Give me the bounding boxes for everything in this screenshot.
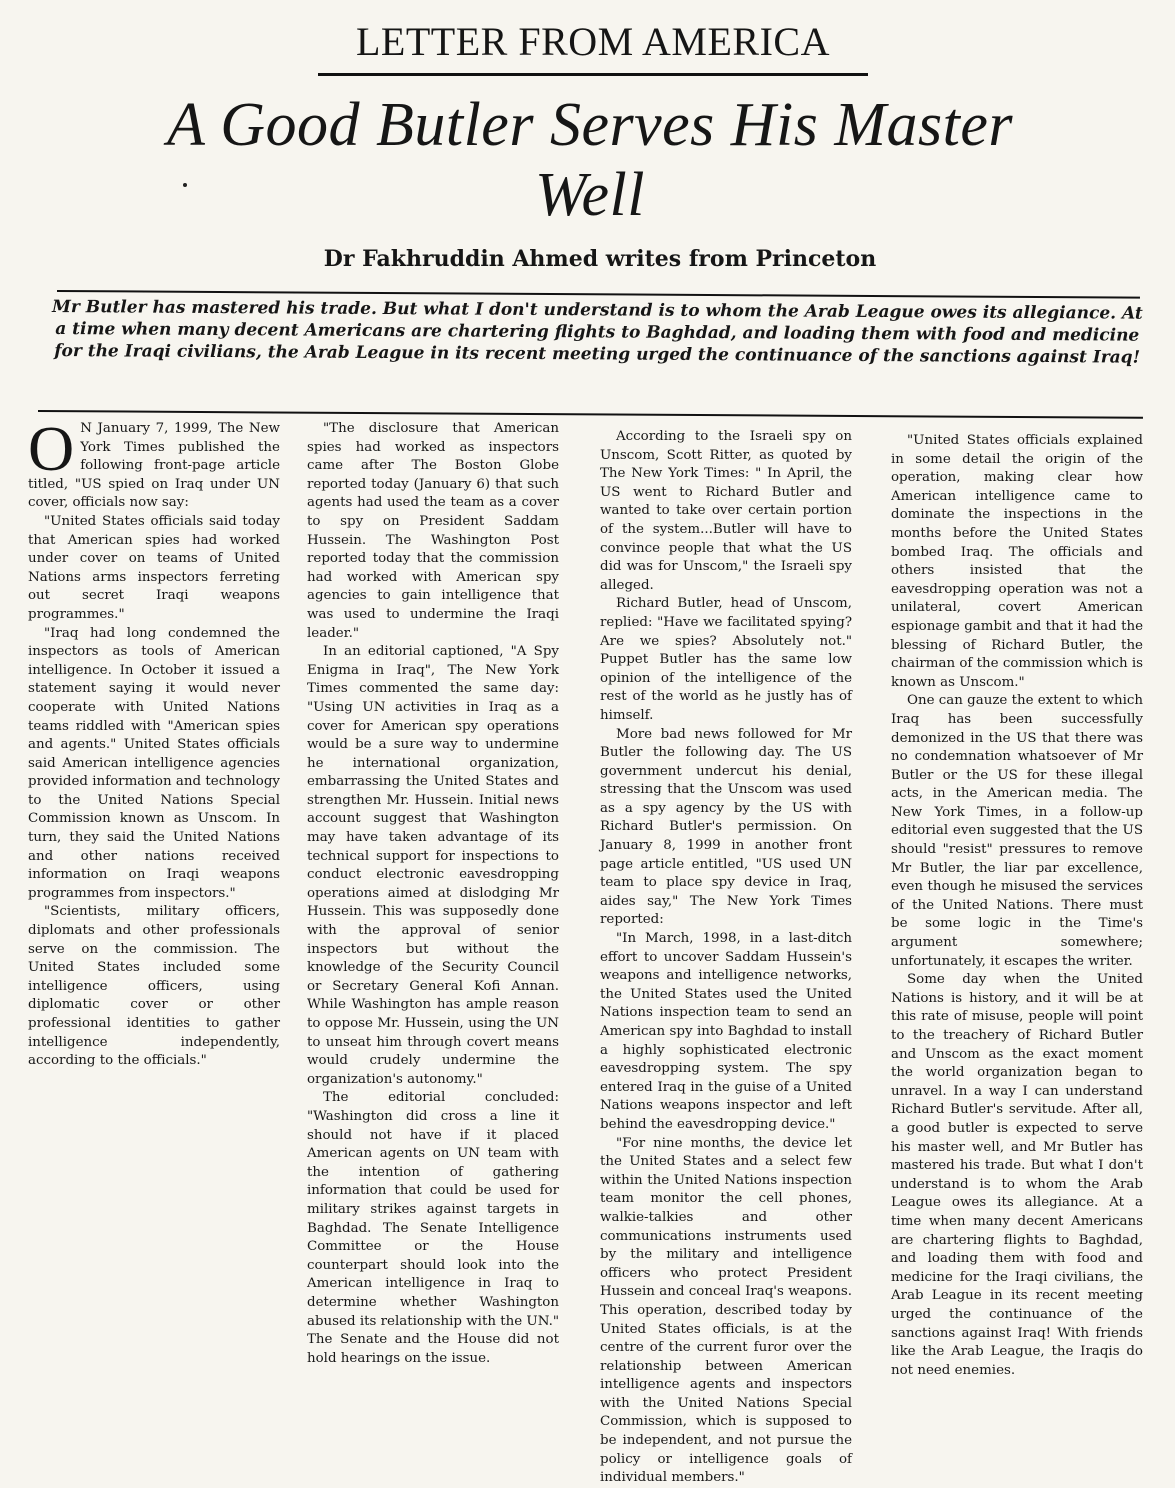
article-column-1	[28, 413, 280, 1455]
article-paragraph: "The disclosure that American spies had worked as inspectors came after The Boston Globe reported today (January 6) that such agents had used the team as a cover to spy on President Saddam Hussein. The Washington Post reported today that the commission had worked with American spy agencies to gain intelligence that was used to undermine the Iraqi leader."	[307, 421, 559, 641]
article-paragraph: N January 7, 1999, The New York Times published the following front-page article titled, "US spied on Iraq under UN cover, officials now say:	[28, 421, 280, 511]
article-column-4	[891, 432, 1143, 1467]
article-paragraph: "In March, 1998, in a last-ditch effort to uncover Saddam Hussein's weapons and intelligence networks, the United States used the United Nations inspection team to send an American spy into Baghdad to install a highly sophisticated electronic eavesdropping system. The spy entered Iraq in the guise of a United Nations weapons inspector and left behind the eavesdropping device."	[600, 931, 852, 1132]
kicker-title: LETTER FROM AMERICA	[356, 19, 830, 64]
article-paragraph: "Scientists, military officers, diplomats and other professionals serve on the commission. The United States included some intelligence officers, using diplomatic cover or other professional identities to gather intelligence independently, according to the officials."	[28, 904, 280, 1069]
article-paragraph: In an editorial captioned, "A Spy Enigma in Iraq", The New York Times commented the same day: "Using UN activities in Iraq as a cover for American spy operations would be a sure way to undermine he international organization, embarrassing the United States and strengthen Mr. Hussein. Initial news account suggest that Washington may have taken advantage of its technical support for inspections to conduct electronic eavesdropping operations aimed at dislodging Mr Hussein. This was supposedly done with the approval of senior inspectors but without the knowledge of the Security Council or Secretary General Kofi Annan. While Washington has ample reason to oppose Mr. Hussein, using the UN to unseat him through covert means would crudely undermine the organization's autonomy."	[307, 644, 559, 1087]
article-paragraph: Richard Butler, head of Unscom, replied: "Have we facilitated spying? Are we spies? Absolutely not." Puppet Butler has the same low opinion of the intelligence of the rest of the world as he justly has of himself.	[600, 596, 852, 723]
headline: A Good Butler Serves His Master Well	[166, 91, 1014, 229]
article-paragraph: "United States officials said today that American spies had worked under cover on teams of United Nations arms inspectors ferreting out secret Iraqi weapons programmes."	[28, 513, 280, 622]
article-column-3	[600, 428, 852, 1486]
article-column-2	[307, 420, 559, 1455]
byline: Dr Fakhruddin Ahmed writes from Princeton	[323, 246, 877, 272]
drop-cap: O	[28, 413, 75, 484]
article-paragraph: The editorial concluded: "Washington did cross a line it should not have if it placed American agents on UN team with the intention of gathering information that could be used for military strikes against targets in Baghdad. The Senate Intelligence Committee or the House counterpart should look into the American intelligence in Iraq to determine whether Washington abused its relationship with the UN." The Senate and the House did not hold hearings on the issue.	[307, 1090, 559, 1366]
article-paragraph: "United States officials explained in some detail the origin of the operation, making clear how American intelligence came to dominate the inspections in the months before the United States bombed Iraq. The officials and others insisted that the eavesdropping operation was not a unilateral, covert American espionage gambit and that it had the blessing of Richard Butler, the chairman of the commission which is known as Unscom."	[891, 433, 1143, 690]
standfirst-rule-bottom	[38, 410, 1143, 419]
article-paragraph: According to the Israeli spy on Unscom, Scott Ritter, as quoted by The New York Times: " In April, the US went to Richard Butler and wanted to take over certain portion of the system...Butler will have to convince people that what the US did was for Unscom," the Israeli spy alleged.	[600, 429, 852, 593]
standfirst: Mr Butler has mastered his trade. But what I don't understand is to whom the Arab League owes its allegiance. At a time when many decent Americans are chartering flights to Baghdad, and loading them with food and medicine for the Iraqi civilians, the Arab League in its recent meeting urged the continuance of the sanctions against Iraq!	[51, 297, 1143, 368]
article-paragraph: One can gauze the extent to which Iraq has been successfully demonized in the US that there was no condemnation whatsoever of Mr Butler or the US for these illegal acts, in the American media. The New York Times, in a follow-up editorial even suggested that the US should "resist" pressures to remove Mr Butler, the liar par excellence, even though he misused the services of the United Nations. There must be some logic in the Time's argument somewhere; unfortunately, it escapes the writer.	[891, 693, 1143, 969]
article-paragraph: "For nine months, the device let the United States and a select few within the United Nations inspection team monitor the cell phones, walkie-talkies and other communications instruments used by the military and intelligence officers who protect President Hussein and conceal Iraq's weapons. This operation, described today by United States officials, is at the centre of the current furor over the relationship between American intelligence agents and inspectors with the United Nations Special Commission, which is supposed to be independent, and not pursue the policy or intelligence goals of individual members."	[600, 1135, 852, 1486]
article-paragraph: More bad news followed for Mr Butler the following day. The US government undercut his denial, stressing that the Unscom was used as a spy agency by the US with Richard Butler's permission. On January 8, 1999 in another front page article entitled, "US used UN team to place spy device in Iraq, aides say," The New York Times reported:	[600, 726, 852, 928]
article-paragraph: "Iraq had long condemned the inspectors as tools of American intelligence. In October it issued a statement saying it would never cooperate with United Nations teams riddled with "American spies and agents." United States officials said American intelligence agencies provided information and technology to the United Nations Special Commission known as Unscom. In turn, they said the United Nations and other nations received information on Iraqi weapons programmes from inspectors."	[28, 625, 280, 901]
article-paragraph: Some day when the United Nations is history, and it will be at this rate of misuse, people will point to the treachery of Richard Butler and Unscom as the exact moment the world organization began to unravel. In a way I can understand Richard Butler's servitude. After all, a good butler is expected to serve his master well, and Mr Butler has mastered his trade. But what I don't understand is to whom the Arab League owes its allegiance. At a time when many decent Americans are chartering flights to Baghdad, and loading them with food and medicine for the Iraqi civilians, the Arab League in its recent meeting urged the continuance of the sanctions against Iraq! With friends like the Arab League, the Iraqis do not need enemies.	[891, 972, 1143, 1378]
kicker-rule	[318, 73, 868, 76]
